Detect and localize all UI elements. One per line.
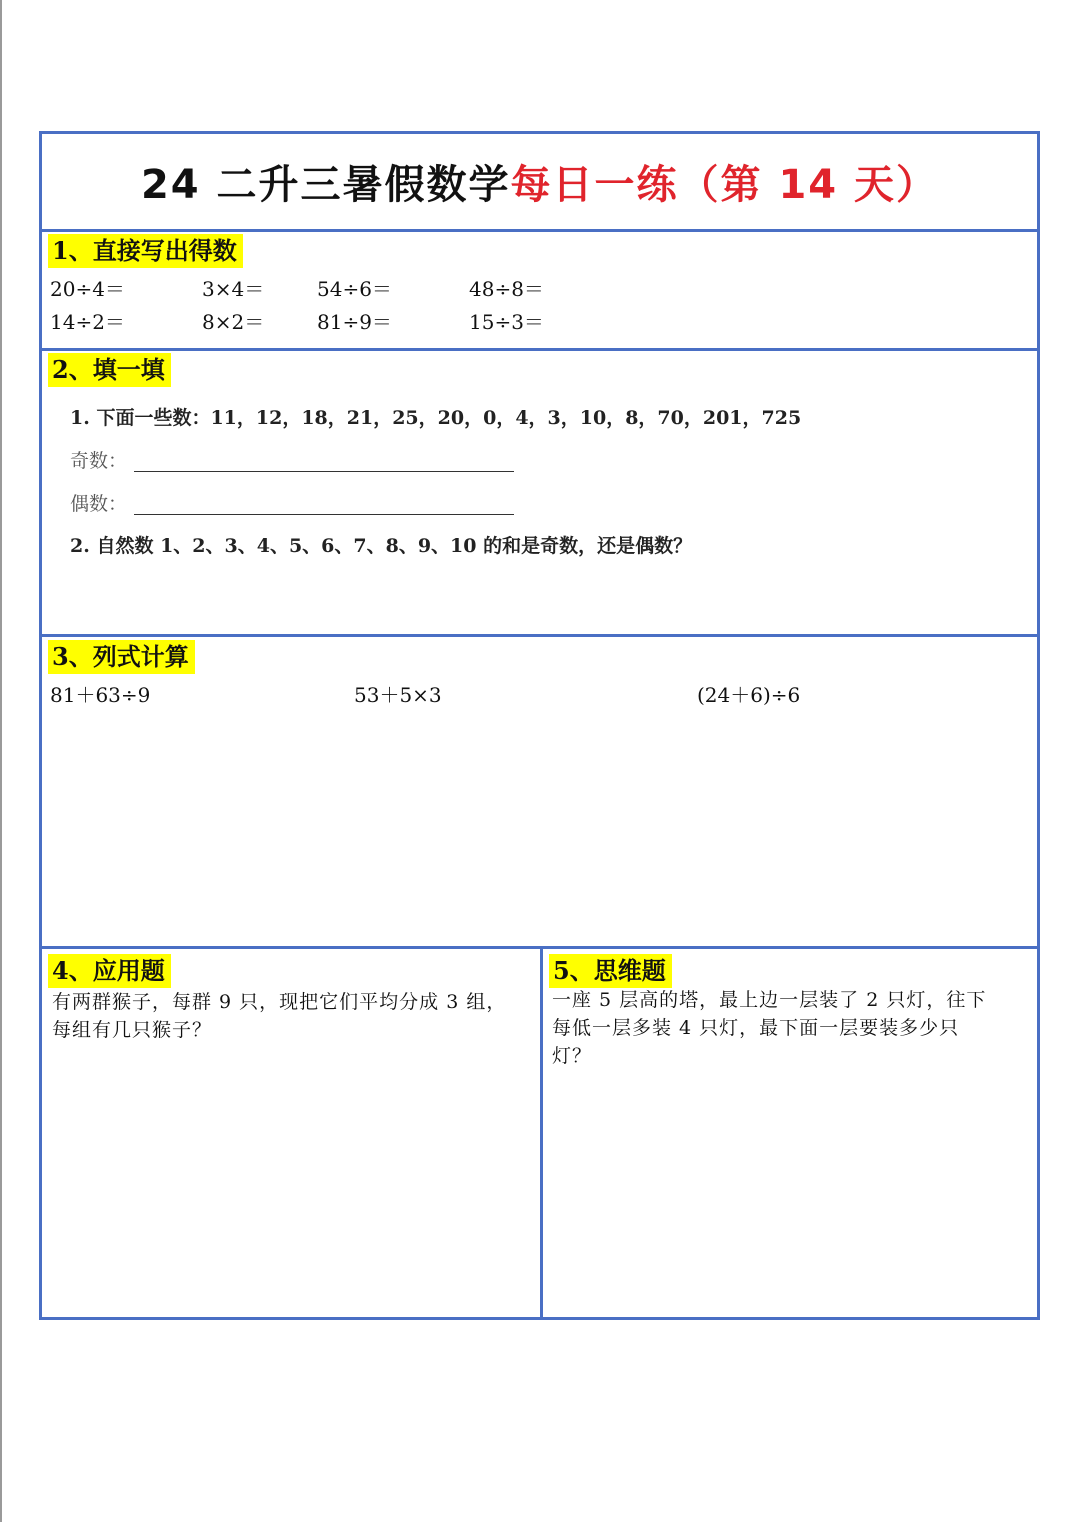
calc-item: 8×2＝	[202, 310, 265, 334]
section4-label: 4、应用题	[48, 954, 171, 988]
divider-section2	[42, 634, 1037, 637]
divider-section1	[42, 348, 1037, 351]
title-highlight: 每日一练（第 14 天）	[510, 162, 939, 208]
divider-section4-5	[540, 949, 543, 1317]
formula-item: 81＋63÷9	[50, 683, 151, 707]
calc-item: 81÷9＝	[317, 310, 392, 334]
section1-label: 1、直接写出得数	[48, 234, 243, 268]
worksheet	[39, 131, 1040, 1320]
title-main: 24 二升三暑假数学	[140, 162, 511, 208]
calc-item: 48÷8＝	[469, 277, 544, 301]
even-answer-line[interactable]	[134, 514, 514, 515]
fill-question-2: 2. 自然数 1、2、3、4、5、6、7、8、9、10 的和是奇数，还是偶数？	[70, 535, 693, 557]
odd-label: 奇数：	[70, 450, 128, 472]
section4-text-line: 有两群猴子，每群 9 只，现把它们平均分成 3 组，	[52, 991, 507, 1013]
formula-item: (24＋6)÷6	[697, 683, 801, 707]
calc-item: 15÷3＝	[469, 310, 544, 334]
section5-text-line: 每低一层多装 4 只灯，最下面一层要装多少只	[552, 1017, 960, 1039]
section5-text-line: 一座 5 层高的塔，最上边一层装了 2 只灯，往下	[552, 989, 987, 1011]
calc-item: 54÷6＝	[317, 277, 392, 301]
section3-label: 3、列式计算	[48, 640, 195, 674]
section5-label: 5、思维题	[549, 954, 672, 988]
formula-item: 53＋5×3	[354, 683, 442, 707]
calc-item: 3×4＝	[202, 277, 265, 301]
calc-item: 14÷2＝	[50, 310, 125, 334]
page-edge	[0, 0, 2, 1522]
fill-question-1: 1. 下面一些数：11，12，18，21，25，20，0，4，3，10，8，70，201，725	[70, 407, 802, 429]
divider-title	[42, 229, 1037, 232]
even-label: 偶数：	[70, 493, 128, 515]
calc-item: 20÷4＝	[50, 277, 125, 301]
section2-label: 2、填一填	[48, 353, 171, 387]
section4-text-line: 每组有几只猴子？	[52, 1019, 213, 1041]
odd-answer-line[interactable]	[134, 471, 514, 472]
section5-text-line: 灯？	[552, 1045, 593, 1067]
page-title	[42, 134, 1037, 229]
